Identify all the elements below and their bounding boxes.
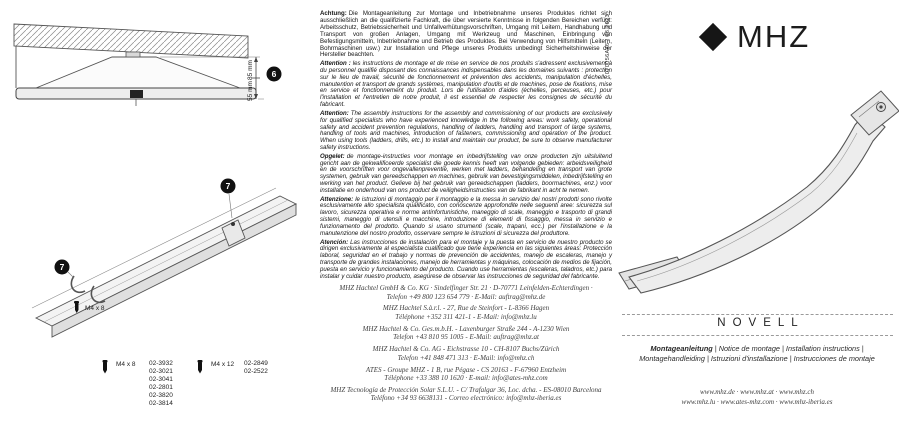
bracket-arm-body — [629, 111, 885, 293]
warning-nl-text: de montage-instructies voor montage en inbedrijfstelling van onze producten zijn uitsluitend gericht aan de gekwalificeerde specialist die goede kennis heeft van volgende gebieden: arbeidsveiligheid en de voorschriften voor ongevallenpreventie, werken met ladders, behandeling en transport van grote systemen, gebruik van gereedschappen en machines, gebruik van bevestigingsmiddelen, inbedrijfstelling en werking van het product. Gelieve bij het gebruik van gereedschappen (ladders, boormachines, enz.) voor installatie en onderhoud van ons product de veiligheidsinstructies van de fabrikant in acht te nemen. — [320, 152, 612, 195]
dimension-label-total: 85 mm — [247, 60, 254, 80]
bracket-arm-drawing — [615, 85, 899, 303]
leader-line — [68, 272, 74, 278]
step-marker-6-label: 6 — [271, 69, 277, 79]
part-number: 02-2801 — [149, 384, 173, 392]
warning-en-lead: Attention: — [320, 109, 349, 117]
part-number: 02-3820 — [149, 392, 173, 400]
address-ch — [318, 345, 614, 362]
dimension-label-partial: 55 mm — [247, 81, 254, 101]
warning-en-text: The assembly instructions for the assembly and commissioning of our products are exclusively for qualified specialists who have experienced knowledge in the following areas: work safety, operational safety and accident prevention regulations, handling of ladders, handling and transport of large systems, handling of tools and machines, introduction of fasteners, commissioning and operation of the product. When using tools (ladders, drills, etc.) to install and maintain our product, be sure to observe manufacturer safety instructions. — [320, 109, 612, 152]
rail-bracket-block — [130, 90, 143, 98]
mhz-logo-text: MHZ — [737, 19, 811, 54]
warning-de-lead: Achtung: — [320, 10, 347, 17]
address-lu — [318, 304, 614, 321]
part-number: 02-3814 — [149, 400, 173, 408]
step-marker-7-top-label: 7 — [225, 181, 231, 191]
address-line: MHZ Hachtel S.à.r.l. - 27, Rue de Steinfort - L-8366 Hagen — [382, 304, 550, 313]
parts-list-entry-m4x12 — [196, 360, 268, 376]
address-line: MHZ Tecnología de Protección Solar S.L.U. - C/ Trafalgar 36, Loc. dcha. - ES-08010 Barcelona — [330, 385, 602, 394]
address-contact-line: Telefon +43 810 95 1005 - E-Mail: auftrag@mhz.at — [393, 333, 539, 342]
warning-it-lead: Attenzione: — [320, 195, 354, 203]
address-contact-line: Telefon +49 800 123 654 779 · E-Mail: auftrag@mhz.de — [386, 292, 546, 301]
address-line: MHZ Hachtel & Co. AG - Eichstrasse 10 - CH-8107 Buchs/Zürich — [372, 345, 560, 354]
part-number: 02-2849 — [244, 360, 268, 367]
address-de — [318, 284, 614, 301]
part-number: 02-3041 — [149, 376, 173, 384]
part-number: 02-3932 — [149, 360, 173, 367]
company-addresses — [318, 284, 614, 406]
leader-line — [229, 194, 232, 218]
arrow-up — [254, 57, 258, 62]
rail-assembly-diagram — [22, 150, 320, 348]
part-number: 02-3021 — [149, 368, 173, 376]
warning-nl — [320, 154, 612, 195]
top-fixing-block — [126, 52, 140, 57]
caption-lead: Montageanleitung — [650, 344, 713, 353]
product-title: NOVELL — [717, 317, 805, 329]
upper-bracket-screw — [231, 222, 235, 226]
address-es — [318, 386, 614, 403]
part-size-label: M4 x 12 — [211, 361, 235, 368]
screw-icon — [101, 360, 109, 374]
mhz-diamond-icon — [699, 22, 727, 50]
caption-line-1 — [613, 344, 899, 354]
ceiling-section-diagram — [8, 12, 290, 122]
end-plate-screw-center — [879, 105, 882, 108]
document-number: 070056A46 / 08.2023 — [605, 14, 611, 75]
part-number-list — [244, 360, 268, 376]
mhz-logo — [699, 21, 810, 52]
warning-fr-lead: Attention : — [320, 59, 351, 67]
warning-de — [320, 11, 612, 59]
warning-es-lead: Atención: — [320, 238, 349, 246]
hook-left — [71, 276, 85, 292]
address-contact-line: Téléphone +352 311 421-1 - E-Mail: info@mhz.lu — [395, 312, 537, 321]
caption-rest: | Notice de montage | Installation instructions | — [712, 344, 864, 353]
address-contact-line: Telefon +41 848 471 313 · E-Mail: info@mhz.ch — [397, 353, 535, 362]
screw-size-label: M4 x 8 — [85, 305, 105, 312]
profile-groove-line — [44, 200, 288, 322]
warning-de-text: Die Montageanleitung zur Montage und Inbetriebnahme unseres Produktes richtet sich ausschließlich an die qualifizierte Fachkraft, die über versierte Kenntnisse in folgenden Bereichen verfügt: Arbeitsschutz, Betriebssicherheit und Unfallverhütungsvorschriften, Umgang mit Leitern, Handhabung und Transport von großen Anlagen, Umgang mit Werkzeug und Maschinen, Einbringung von Befestigungsmitteln, Inbetriebnahme und Betrieb des Produktes. Bei Verwendung von Hilfsmitteln (Leitern, Bohrmaschinen usw.) zur Installation und Pflege unseres Produkts unbedingt Sicherheitshinweise der Hersteller beachten. — [320, 10, 612, 59]
profile-front-face — [52, 204, 296, 337]
dashed-divider-bottom — [622, 335, 893, 336]
website-line-1: www.mhz.de · www.mhz.at · www.mhz.ch — [700, 388, 814, 396]
warning-it-text: le istruzioni di montaggio per il montaggio e la messa in servizio dei nostri prodotti sono rivolte esclusivamente allo specialista qualificato, con conoscenze approfondite nelle seguenti aree: sicurezza sul lavoro, sicurezza operativa e norme antinfortunistiche, maneggio di scale, maneggio e trasporto di grandi sistemi, maneggio di utensili e macchine, introduzione di elementi di fissaggio, messa in servizio e funzionamento del prodotto. Quando si usano strumenti (scale, trapani, ecc.) per l'installazione e la manutenzione del nostro prodotto, osservare sempre le istruzioni di sicurezza del produttore. — [320, 195, 612, 238]
profile-back-edge — [32, 188, 276, 308]
warning-fr-text: les instructions de montage et de mise en service de nos produits s'adressent exclusivement à du personnel qualifié disposant des connaissances indispensables dans les domaines suivants : protection sur le lieu de travail, sécurité de fonctionnement et prévention des accidents, manipulation d'échelles, manutention et transport de grands systèmes, manipulation d'outils et de machines, pose de fixations, mise en service et fonctionnement du produit. Lors de l'utilisation d'aides (échelles, perceuses, etc.) pour l'installation et l'entretien de notre produit, il est essentiel de respecter les consignes de sécurité du fabricant. — [320, 59, 612, 109]
warning-es — [320, 240, 612, 281]
warning-nl-lead: Opgelet: — [320, 152, 345, 160]
part-number: 02-2522 — [244, 368, 268, 376]
part-number-list — [149, 360, 173, 409]
address-line: MHZ Hachtel & Co. Ges.m.b.H. - Laxenburger Straße 244 - A-1230 Wien — [362, 324, 570, 333]
address-line: MHZ Hachtel GmbH & Co. KG · Sindelfinger Str. 21 · D-70771 Leinfelden-Echterdingen · — [339, 284, 593, 292]
safety-warnings-column — [320, 11, 612, 282]
parts-list-entry-m4x8 — [101, 360, 173, 409]
warning-es-text: Las instrucciones de instalación para el montaje y la puesta en servicio de nuestro producto se dirigen exclusivamente al especialista cualificado que tiene experiencia en las siguientes áreas: Protección laboral, seguridad en el trabajo y normas de prevención de accidentes, manejo de escaleras, manejo y transporte de grandes instalaciones, manejo de herramientas y máquinas, colocación de medios de fijación, puesta en servicio y funcionamiento del producto. Cuando use herramientas (escaleras, taladros, etc.) para instalar y cuidar nuestro producto, asegúrese de observar las instrucciones de seguridad del fabricante. — [320, 238, 612, 281]
step-marker-7-left-label: 7 — [59, 262, 65, 272]
website-links — [613, 388, 899, 407]
address-fr — [318, 366, 614, 383]
fabric-profile — [36, 57, 240, 88]
warning-en — [320, 111, 612, 152]
address-contact-line: Teléfono +34 93 6638131 - Correo electrónico: info@mhz-iberia.es — [370, 394, 562, 403]
screw-icon — [196, 360, 204, 374]
caption-line-2: Montagehandleiding | Istruzioni d'installazione | Instrucciones de montaje — [639, 353, 875, 363]
dashed-divider-top — [622, 314, 893, 315]
manual-title-multilingual — [613, 344, 899, 363]
warning-it — [320, 197, 612, 238]
website-line-2: www.mhz.lu · www.ates-mhz.com · www.mhz-iberia.es — [681, 397, 833, 406]
address-line: ATES - Groupe MHZ - 1 B, rue Pégase - CS 20163 - F-67960 Entzheim — [365, 365, 567, 374]
address-at — [318, 325, 614, 342]
part-size-label: M4 x 8 — [116, 361, 136, 368]
address-contact-line: Téléphone +33 388 10 1620 · E-mail: info@ates-mhz.com — [384, 374, 548, 383]
warning-fr — [320, 61, 612, 109]
